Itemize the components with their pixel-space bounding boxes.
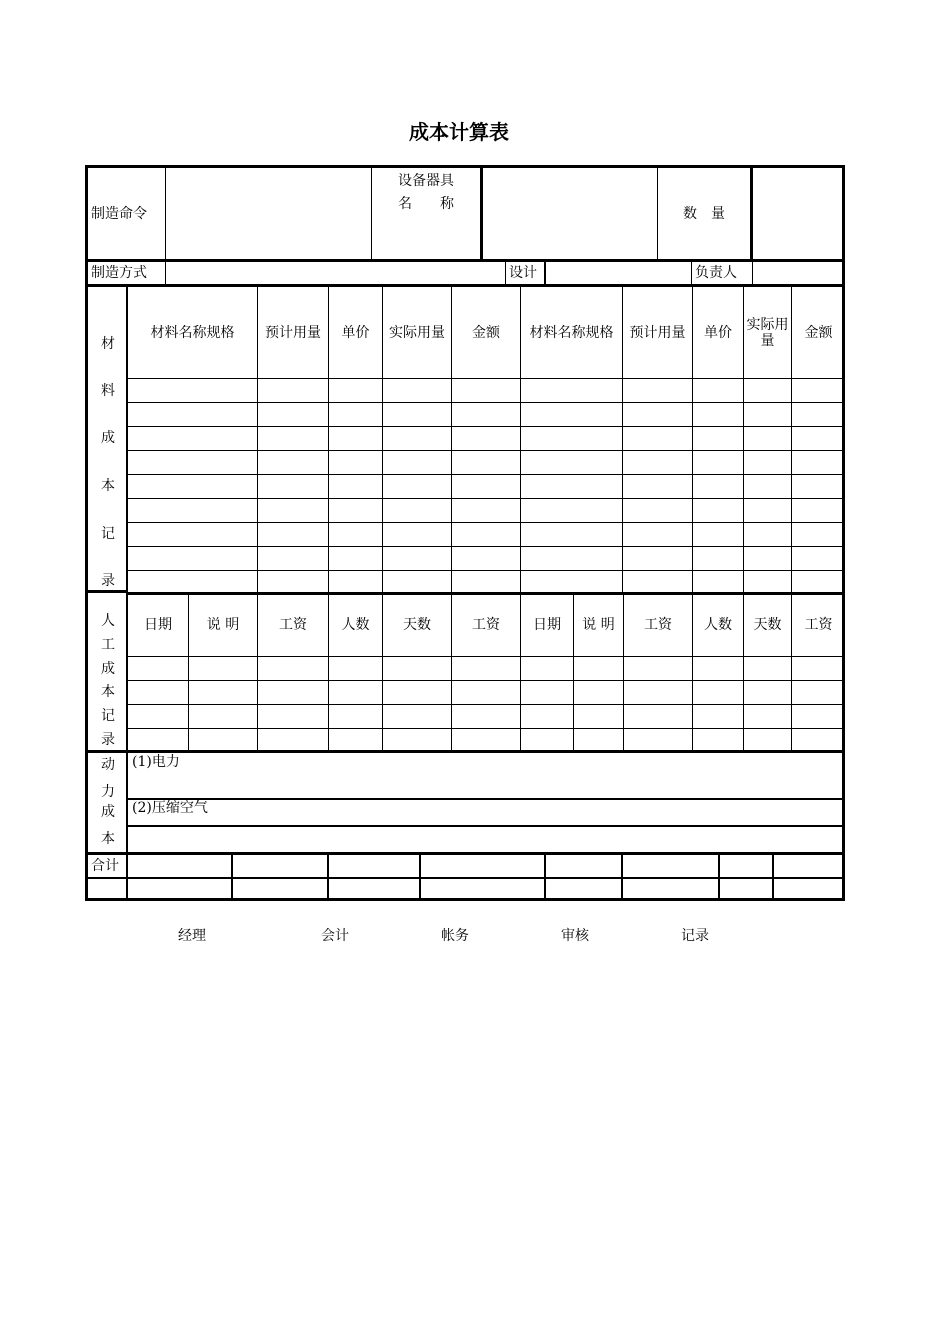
total-cell[interactable] — [623, 855, 720, 879]
labor-cell[interactable] — [792, 729, 845, 753]
labor-col-header: 人数 — [693, 593, 744, 657]
labor-cell[interactable] — [693, 729, 744, 753]
labor-cell[interactable] — [383, 729, 452, 753]
material-cell[interactable] — [521, 451, 623, 475]
material-col-header: 金额 — [792, 287, 845, 379]
material-side-char: 记 — [101, 526, 115, 542]
power-item-label: (1)电力 — [132, 754, 180, 770]
total-cell[interactable] — [128, 855, 233, 879]
power-row-electricity[interactable] — [128, 753, 845, 800]
material-cell[interactable] — [792, 379, 845, 403]
labor-cell[interactable] — [128, 729, 189, 753]
material-cell[interactable] — [258, 571, 329, 595]
material-cell[interactable] — [383, 475, 452, 499]
quantity-field[interactable] — [753, 168, 845, 262]
total-cell[interactable] — [720, 879, 774, 901]
material-cell[interactable] — [521, 379, 623, 403]
material-cell[interactable] — [792, 547, 845, 571]
signature-accountant: 会计 — [321, 928, 349, 944]
material-cell[interactable] — [744, 571, 792, 595]
material-cell[interactable] — [623, 427, 693, 451]
labor-col-header: 工资 — [452, 593, 521, 657]
labor-cell[interactable] — [258, 681, 329, 705]
material-cell[interactable] — [693, 475, 744, 499]
total-cell[interactable] — [329, 879, 421, 901]
labor-col-header: 说 明 — [574, 593, 624, 657]
material-col-header: 预计用量 — [623, 287, 693, 379]
labor-cell[interactable] — [189, 657, 258, 681]
power-item-label: (2)压缩空气 — [132, 800, 208, 816]
material-cell[interactable] — [383, 451, 452, 475]
material-cell[interactable] — [258, 475, 329, 499]
labor-cell[interactable] — [258, 729, 329, 753]
material-col-header: 单价 — [329, 287, 383, 379]
material-side-char: 本 — [101, 478, 115, 494]
power-row-compressed-air[interactable] — [128, 800, 845, 827]
labor-cell[interactable] — [452, 705, 521, 729]
total-label: 合计 — [88, 855, 128, 879]
material-cell[interactable] — [128, 379, 258, 403]
material-cell[interactable] — [452, 403, 521, 427]
material-col-header: 单价 — [693, 287, 744, 379]
material-cell[interactable] — [623, 403, 693, 427]
material-cell[interactable] — [792, 427, 845, 451]
material-side-char: 料 — [101, 383, 115, 399]
labor-cell[interactable] — [574, 681, 624, 705]
labor-cell[interactable] — [744, 681, 792, 705]
material-col-header: 实际用量 — [383, 287, 452, 379]
labor-cell[interactable] — [189, 681, 258, 705]
material-cell[interactable] — [744, 451, 792, 475]
material-cell[interactable] — [744, 499, 792, 523]
material-cell[interactable] — [623, 547, 693, 571]
labor-cell[interactable] — [624, 705, 693, 729]
design-label: 设计 — [506, 262, 546, 287]
material-cell[interactable] — [383, 379, 452, 403]
material-cell[interactable] — [383, 571, 452, 595]
equipment-label-line2: 名 称 — [398, 196, 454, 212]
labor-side-char: 工 — [101, 637, 115, 653]
material-cell[interactable] — [128, 451, 258, 475]
labor-cell[interactable] — [258, 657, 329, 681]
labor-cell[interactable] — [521, 729, 574, 753]
material-cell[interactable] — [792, 475, 845, 499]
cost-sheet — [85, 165, 845, 901]
material-cell[interactable] — [452, 475, 521, 499]
material-cell[interactable] — [693, 427, 744, 451]
labor-cell[interactable] — [744, 657, 792, 681]
equipment-field[interactable] — [483, 168, 658, 262]
labor-cell[interactable] — [624, 681, 693, 705]
labor-cell[interactable] — [521, 681, 574, 705]
material-cell[interactable] — [744, 475, 792, 499]
total-cell[interactable] — [329, 855, 421, 879]
material-cell[interactable] — [693, 379, 744, 403]
material-cell[interactable] — [623, 571, 693, 595]
labor-cell[interactable] — [624, 729, 693, 753]
method-field[interactable] — [166, 262, 506, 287]
order-field[interactable] — [166, 168, 372, 262]
material-cell[interactable] — [521, 523, 623, 547]
material-cell[interactable] — [792, 451, 845, 475]
power-side-char: 本 — [101, 831, 115, 847]
total-cell[interactable] — [546, 855, 623, 879]
material-cell[interactable] — [329, 403, 383, 427]
material-cell[interactable] — [452, 379, 521, 403]
labor-side-char: 录 — [101, 732, 115, 748]
labor-cell[interactable] — [521, 657, 574, 681]
labor-cell[interactable] — [574, 729, 624, 753]
labor-cell[interactable] — [624, 657, 693, 681]
material-cell[interactable] — [792, 571, 845, 595]
material-cell[interactable] — [128, 547, 258, 571]
labor-col-header: 说 明 — [189, 593, 258, 657]
labor-cell[interactable] — [574, 657, 624, 681]
labor-cell[interactable] — [452, 657, 521, 681]
material-side-char: 材 — [101, 336, 115, 352]
power-side-char: 成 — [101, 804, 115, 820]
page-title: 成本计算表 — [409, 120, 509, 144]
material-col-header: 材料名称规格 — [128, 287, 258, 379]
material-cell[interactable] — [383, 547, 452, 571]
labor-cell[interactable] — [744, 729, 792, 753]
power-row-blank[interactable] — [128, 827, 845, 855]
material-cell[interactable] — [258, 427, 329, 451]
equipment-label-line1: 设备器具 — [398, 173, 454, 189]
material-cell[interactable] — [452, 547, 521, 571]
labor-cell[interactable] — [128, 657, 189, 681]
material-cell[interactable] — [128, 571, 258, 595]
total-cell[interactable] — [720, 855, 774, 879]
labor-cell[interactable] — [792, 681, 845, 705]
material-cell[interactable] — [452, 571, 521, 595]
material-cell[interactable] — [258, 499, 329, 523]
material-cell[interactable] — [693, 523, 744, 547]
material-cell[interactable] — [329, 427, 383, 451]
material-cell[interactable] — [128, 403, 258, 427]
material-col-header: 材料名称规格 — [521, 287, 623, 379]
labor-cell[interactable] — [329, 729, 383, 753]
material-cell[interactable] — [744, 523, 792, 547]
owner-label: 负责人 — [692, 262, 753, 287]
material-cell[interactable] — [623, 379, 693, 403]
material-cell[interactable] — [744, 403, 792, 427]
power-side-char: 动 — [101, 757, 115, 773]
signature-manager: 经理 — [178, 928, 206, 944]
labor-cell[interactable] — [452, 729, 521, 753]
signature-record: 记录 — [681, 928, 709, 944]
labor-side-char: 人 — [101, 613, 115, 629]
labor-cell[interactable] — [792, 705, 845, 729]
material-cell[interactable] — [623, 499, 693, 523]
labor-col-header: 日期 — [128, 593, 189, 657]
total-cell[interactable] — [233, 879, 329, 901]
total-cell[interactable] — [233, 855, 329, 879]
quantity-label: 数 量 — [658, 168, 753, 262]
material-cell[interactable] — [693, 499, 744, 523]
labor-col-header: 工资 — [792, 593, 845, 657]
material-cell[interactable] — [383, 523, 452, 547]
material-cell[interactable] — [258, 379, 329, 403]
labor-col-header: 工资 — [258, 593, 329, 657]
material-cell[interactable] — [521, 571, 623, 595]
labor-cell[interactable] — [574, 705, 624, 729]
material-cell[interactable] — [744, 379, 792, 403]
material-cell[interactable] — [792, 499, 845, 523]
labor-cell[interactable] — [693, 705, 744, 729]
total-cell[interactable] — [774, 879, 845, 901]
labor-cell[interactable] — [189, 705, 258, 729]
labor-cell[interactable] — [258, 705, 329, 729]
material-col-header: 实际用量 — [744, 287, 792, 379]
material-cell[interactable] — [128, 499, 258, 523]
material-cell[interactable] — [623, 451, 693, 475]
material-cell[interactable] — [521, 547, 623, 571]
signature-bookkeeping: 帐务 — [441, 928, 469, 944]
equipment-label — [372, 168, 483, 262]
labor-cell[interactable] — [744, 705, 792, 729]
material-cell[interactable] — [452, 427, 521, 451]
material-cell[interactable] — [452, 523, 521, 547]
material-cell[interactable] — [258, 523, 329, 547]
material-cell[interactable] — [693, 403, 744, 427]
total-cell[interactable] — [421, 879, 546, 901]
material-cell[interactable] — [258, 451, 329, 475]
material-side-char: 录 — [101, 573, 115, 589]
material-cell[interactable] — [128, 523, 258, 547]
labor-side-char: 本 — [101, 684, 115, 700]
labor-side-char: 成 — [101, 661, 115, 677]
material-cell[interactable] — [744, 427, 792, 451]
material-cell[interactable] — [383, 499, 452, 523]
material-col-header: 预计用量 — [258, 287, 329, 379]
material-cell[interactable] — [693, 451, 744, 475]
labor-cell[interactable] — [521, 705, 574, 729]
labor-cell[interactable] — [693, 681, 744, 705]
labor-cell[interactable] — [383, 657, 452, 681]
material-cell[interactable] — [521, 475, 623, 499]
material-cell[interactable] — [128, 475, 258, 499]
labor-cell[interactable] — [383, 681, 452, 705]
material-cell[interactable] — [258, 403, 329, 427]
material-cell[interactable] — [792, 403, 845, 427]
material-cell[interactable] — [329, 451, 383, 475]
material-cell[interactable] — [623, 475, 693, 499]
labor-cell[interactable] — [128, 681, 189, 705]
material-cell[interactable] — [128, 427, 258, 451]
material-cell[interactable] — [329, 571, 383, 595]
material-col-header: 金额 — [452, 287, 521, 379]
material-cell[interactable] — [693, 547, 744, 571]
material-cell[interactable] — [744, 547, 792, 571]
labor-side-char: 记 — [101, 708, 115, 724]
total-cell[interactable] — [774, 855, 845, 879]
material-cell[interactable] — [623, 523, 693, 547]
total-cell[interactable] — [546, 879, 623, 901]
material-cell[interactable] — [521, 403, 623, 427]
material-cell[interactable] — [258, 547, 329, 571]
labor-cell[interactable] — [329, 705, 383, 729]
labor-col-header: 工资 — [624, 593, 693, 657]
material-cell[interactable] — [329, 547, 383, 571]
total-cell[interactable] — [623, 879, 720, 901]
labor-col-header: 天数 — [744, 593, 792, 657]
labor-cell[interactable] — [329, 681, 383, 705]
power-side-char: 力 — [101, 784, 115, 800]
material-side-char: 成 — [101, 430, 115, 446]
labor-cell[interactable] — [128, 705, 189, 729]
material-cell[interactable] — [521, 427, 623, 451]
material-cell[interactable] — [329, 475, 383, 499]
method-label: 制造方式 — [88, 262, 166, 287]
total-cell[interactable] — [128, 879, 233, 901]
labor-col-header: 天数 — [383, 593, 452, 657]
signature-audit: 审核 — [561, 928, 589, 944]
material-cell[interactable] — [452, 499, 521, 523]
total-blank-label — [88, 879, 128, 901]
labor-cell[interactable] — [189, 729, 258, 753]
material-cell[interactable] — [792, 523, 845, 547]
material-cell[interactable] — [329, 499, 383, 523]
owner-field[interactable] — [753, 262, 845, 287]
material-cell[interactable] — [329, 523, 383, 547]
labor-cell[interactable] — [383, 705, 452, 729]
total-cell[interactable] — [421, 855, 546, 879]
design-field[interactable] — [546, 262, 692, 287]
labor-cell[interactable] — [792, 657, 845, 681]
labor-col-header: 日期 — [521, 593, 574, 657]
labor-cell[interactable] — [329, 657, 383, 681]
material-cell[interactable] — [452, 451, 521, 475]
order-label: 制造命令 — [88, 168, 166, 262]
material-cell[interactable] — [383, 427, 452, 451]
labor-cell[interactable] — [452, 681, 521, 705]
material-cell[interactable] — [521, 499, 623, 523]
material-cell[interactable] — [693, 571, 744, 595]
material-cell[interactable] — [329, 379, 383, 403]
labor-col-header: 人数 — [329, 593, 383, 657]
material-cell[interactable] — [383, 403, 452, 427]
labor-cell[interactable] — [693, 657, 744, 681]
